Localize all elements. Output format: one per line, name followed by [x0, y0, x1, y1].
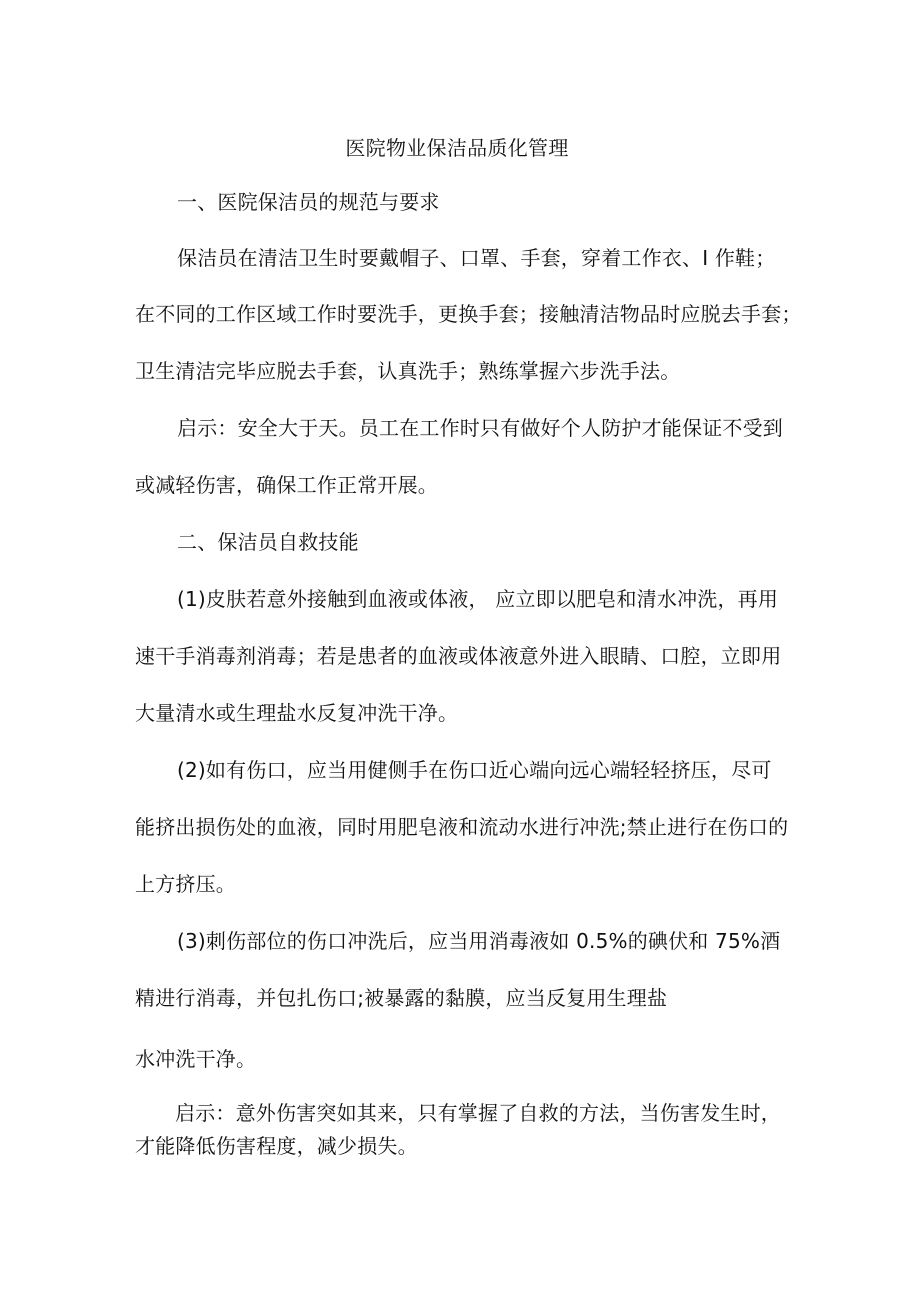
- paragraph-1-line-3: 卫生清洁完毕应脱去手套，认真洗手；熟练掌握六步洗手法。: [135, 359, 681, 383]
- paragraph-5-line-3: 水冲洗干净。: [135, 1047, 257, 1071]
- paragraph-3-line-1: (1)皮肤若意外接触到血液或体液， 应立即以肥皂和清水冲洗，再用: [177, 587, 779, 611]
- paragraph-5-line-1: (3)刺伤部位的伤口冲洗后，应当用消毒液如 0.5%的碘伏和 75%酒: [177, 929, 781, 953]
- paragraph-2-line-1: 启示：安全大于天。员工在工作时只有做好个人防护才能保证不受到: [177, 416, 783, 440]
- paragraph-4-line-3: 上方挤压。: [135, 872, 236, 896]
- paragraph-6-line-2: 才能降低伤害程度，减少损失。: [135, 1134, 418, 1158]
- paragraph-6-line-1: 启示：意外伤害突如其来，只有掌握了自救的方法，当伤害发生时，: [175, 1101, 781, 1125]
- section-heading-2: 二、保洁员自救技能: [177, 530, 359, 554]
- document-title: 医院物业保洁品质化管理: [345, 136, 569, 160]
- section-heading-1: 一、医院保洁员的规范与要求: [177, 190, 440, 214]
- paragraph-5-line-2: 精进行消毒，并包扎伤口;被暴露的黏膜，应当反复用生理盐: [135, 986, 668, 1010]
- paragraph-1-line-1: 保洁员在清洁卫生时要戴帽子、口罩、手套，穿着工作衣、I 作鞋；: [177, 246, 776, 270]
- paragraph-4-line-1: (2)如有伤口，应当用健侧手在伤口近心端向远心端轻轻挤压，尽可: [177, 758, 772, 782]
- paragraph-1-line-2: 在不同的工作区域工作时要洗手，更换手套；接触清洁物品时应脱去手套；: [135, 302, 802, 326]
- paragraph-3-line-3: 大量清水或生理盐水反复冲洗干净。: [135, 701, 459, 725]
- paragraph-4-line-2: 能挤出损伤处的血液，同时用肥皂液和流动水进行冲洗;禁止进行在伤口的: [135, 815, 789, 839]
- paragraph-2-line-2: 或减轻伤害，确保工作正常开展。: [135, 473, 438, 497]
- paragraph-3-line-2: 速干手消毒剂消毒；若是患者的血液或体液意外进入眼睛、口腔，立即用: [135, 644, 782, 668]
